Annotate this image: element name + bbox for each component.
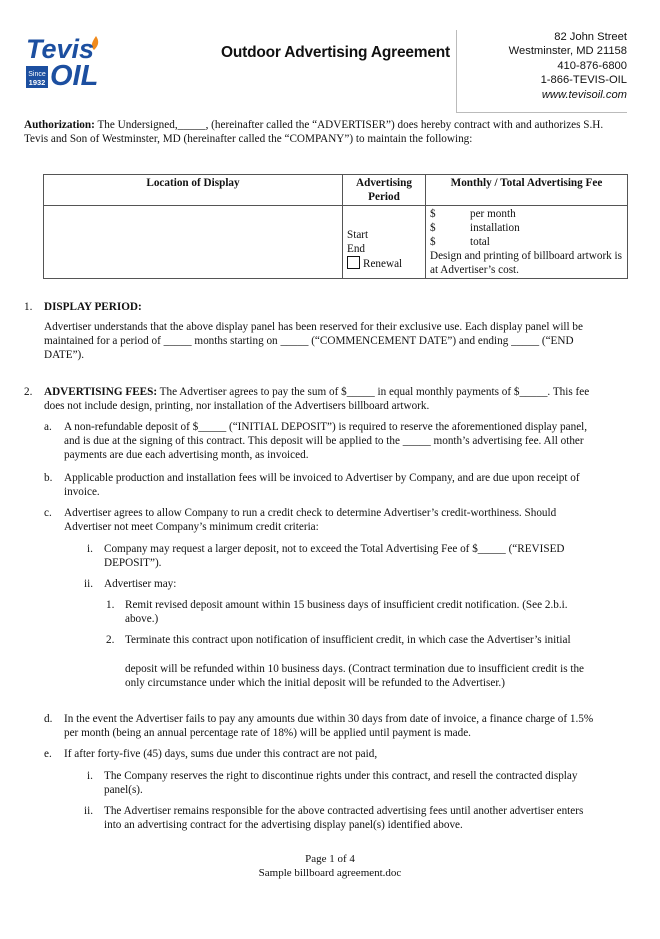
item-c-2-label: 2. bbox=[106, 634, 115, 646]
dollar-sign: $ bbox=[430, 236, 436, 248]
renewal-checkbox[interactable] bbox=[347, 256, 360, 269]
fee-row bbox=[430, 235, 623, 249]
period-end: End bbox=[347, 243, 366, 255]
page-footer bbox=[0, 852, 660, 880]
section-1-title: DISPLAY PERIOD: bbox=[44, 301, 142, 313]
authorization-label: Authorization: bbox=[24, 119, 95, 131]
page-title: Outdoor Advertising Agreement bbox=[221, 44, 451, 61]
logo-year: 1932 bbox=[28, 78, 46, 87]
fee-note: Design and printing of billboard artwork is at Advertiser’s cost. bbox=[430, 250, 623, 276]
item-e-i-label: i. bbox=[87, 770, 93, 782]
company-address-block bbox=[456, 30, 627, 113]
column-header-fee: Monthly / Total Advertising Fee bbox=[426, 175, 628, 206]
item-c-1-text: Remit revised deposit amount within 15 business days of insufficient credit notification. (See 2.b.i. above.) bbox=[125, 599, 568, 626]
item-b-label: b. bbox=[44, 472, 53, 484]
item-a-text: A non-refundable deposit of $_____ (“INITIAL DEPOSIT”) is required to reserve the aforementioned display panel, and is due at the signing of this contract. This deposit will be applied to the _____ month’s advertising fee. All other payments are due each advertising month, as invoiced. bbox=[64, 421, 588, 462]
tevis-oil-logo bbox=[24, 32, 124, 94]
item-a-label: a. bbox=[44, 421, 52, 433]
fee-label: per month bbox=[470, 208, 516, 220]
item-c-ii-label: ii. bbox=[84, 578, 94, 590]
section-2-title: ADVERTISING FEES: bbox=[44, 386, 158, 398]
column-header-location: Location of Display bbox=[44, 175, 343, 206]
item-d-text: In the event the Advertiser fails to pay any amounts due within 30 days from date of invoice, a finance charge of 1.5% per month (being an annual percentage rate of 18%) will be applied until payment is made. bbox=[64, 713, 594, 740]
section-1-number: 1. bbox=[24, 301, 33, 313]
phone-line: 410-876-6800 bbox=[557, 59, 627, 72]
item-c-ii-text: Advertiser may: bbox=[104, 578, 177, 590]
period-start: Start bbox=[347, 229, 369, 241]
location-cell[interactable] bbox=[44, 206, 343, 279]
fee-cell bbox=[426, 206, 628, 279]
logo-word-oil: OIL bbox=[50, 60, 99, 92]
item-e-ii-label: ii. bbox=[84, 805, 94, 817]
phone-line: 1-866-TEVIS-OIL bbox=[540, 74, 627, 87]
authorization-text: The Undersigned,_____, (hereinafter called the “ADVERTISER”) does hereby contract with and authorizes S.H. Tevis and Son of Westminster, MD (hereinafter called the “COMPANY”) to maintain the following: bbox=[24, 119, 604, 146]
fee-row bbox=[430, 207, 623, 221]
address-line: Westminster, MD 21158 bbox=[508, 45, 627, 58]
display-fee-table bbox=[43, 174, 628, 279]
page-number: Page 1 of 4 bbox=[305, 853, 355, 865]
item-e-label: e. bbox=[44, 748, 52, 760]
item-c-i-label: i. bbox=[87, 543, 93, 555]
item-c-text: Advertiser agrees to allow Company to run a credit check to determine Advertiser’s credit-worthiness. Should Advertiser not meet Company’s minimum credit criteria: bbox=[64, 507, 557, 534]
section-2-paragraph bbox=[44, 385, 604, 413]
fee-label: installation bbox=[470, 222, 520, 234]
item-c-i-text: Company may request a larger deposit, not to exceed the Total Advertising Fee of $_____ (“REVISED DEPOSIT”). bbox=[104, 543, 565, 570]
fee-row bbox=[430, 221, 623, 235]
address-line: 82 John Street bbox=[554, 31, 627, 43]
document-filename: Sample billboard agreement.doc bbox=[258, 867, 402, 879]
item-e-i-text: The Company reserves the right to discontinue rights under this contract, and resell the contracted display panel(s). bbox=[104, 770, 578, 797]
fee-label: total bbox=[470, 236, 490, 248]
item-c-1-label: 1. bbox=[106, 599, 115, 611]
item-c-2-text-b: deposit will be refunded within 10 business days. (Contract termination due to insufficient credit is the only circumstance under which the initial deposit will be refunded to the Advertiser.) bbox=[125, 663, 585, 690]
authorization-paragraph bbox=[24, 118, 618, 146]
item-e-text: If after forty-five (45) days, sums due under this contract are not paid, bbox=[64, 748, 378, 760]
dollar-sign: $ bbox=[430, 222, 436, 234]
renewal-option[interactable] bbox=[347, 256, 421, 271]
website-link[interactable]: www.tevisoil.com bbox=[541, 88, 627, 101]
item-d-label: d. bbox=[44, 713, 53, 725]
item-b-text: Applicable production and installation fees will be invoiced to Advertiser by Company, and are due upon receipt of invoice. bbox=[64, 472, 580, 499]
dollar-sign: $ bbox=[430, 208, 436, 220]
section-2-number: 2. bbox=[24, 386, 33, 398]
section-2-text: The Advertiser agrees to pay the sum of $_____ in equal monthly payments of $_____. This fee does not include design, printing, nor installation of the Advertisers billboard artwork. bbox=[44, 386, 590, 413]
logo-since: Since bbox=[28, 71, 46, 78]
item-c-label: c. bbox=[44, 507, 52, 519]
renewal-label: Renewal bbox=[363, 258, 403, 270]
logo-word-tevis: Tevis bbox=[26, 34, 95, 64]
item-e-ii-text: The Advertiser remains responsible for the above contracted advertising fees until another advertiser enters into an advertising contract for the advertising display panel(s) identified above. bbox=[104, 805, 584, 832]
item-c-2-text-a: Terminate this contract upon notification of insufficient credit, in which case the Advertiser’s initial bbox=[125, 634, 571, 646]
section-1-text: Advertiser understands that the above display panel has been reserved for their exclusive use. Each display panel will be maintained for a period of _____ months starting on _____ (“COMMENCEMENT DATE”) and ending _____ (“END DATE”). bbox=[44, 321, 583, 362]
column-header-period: Advertising Period bbox=[343, 175, 426, 206]
period-cell bbox=[343, 206, 426, 279]
